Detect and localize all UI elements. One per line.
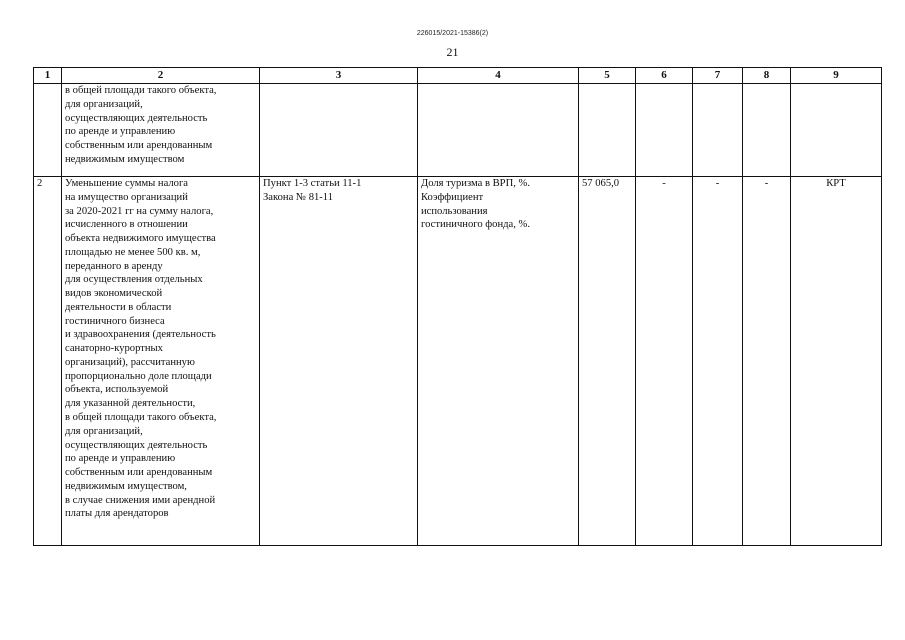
cell-col9: КРТ <box>791 177 882 546</box>
document-registration-id: 226015/2021-15386(2) <box>416 30 489 37</box>
header-col-7: 7 <box>693 68 743 84</box>
cell-empty <box>693 84 743 177</box>
cell-empty <box>579 84 636 177</box>
cell-empty <box>743 84 791 177</box>
header-col-5: 5 <box>579 68 636 84</box>
benefits-table <box>33 67 882 546</box>
cell-col6: - <box>636 177 693 546</box>
cell-description-continued: в общей площади такого объекта, для организаций, осуществляющих деятельность по аренде и управлению собственным или арендованным недвижимым имуществом <box>62 84 260 177</box>
header-col-1: 1 <box>34 68 62 84</box>
cell-empty <box>791 84 882 177</box>
table-header-row <box>34 68 882 84</box>
header-col-9: 9 <box>791 68 882 84</box>
cell-col8: - <box>743 177 791 546</box>
cell-col7: - <box>693 177 743 546</box>
header-col-8: 8 <box>743 68 791 84</box>
cell-empty <box>34 84 62 177</box>
cell-row-number: 2 <box>34 177 62 546</box>
cell-empty <box>260 84 418 177</box>
cell-indicators: Доля туризма в ВРП, %. Коэффициент использования гостиничного фонда, %. <box>418 177 579 546</box>
cell-empty <box>418 84 579 177</box>
header-col-3: 3 <box>260 68 418 84</box>
header-col-4: 4 <box>418 68 579 84</box>
cell-empty <box>636 84 693 177</box>
header-col-2: 2 <box>62 68 260 84</box>
cell-description: Уменьшение суммы налога на имущество организаций за 2020-2021 гг на сумму налога, исчисленного в отношении объекта недвижимого имущества площадью не менее 500 кв. м, переданного в аренду для осуществления отдельных видов экономической деятельности в области гостиничного бизнеса и здравоохранения (деятельность санаторно-курортных организаций), рассчитанную пропорционально доле площади объекта, используемой для указанной деятельности, в общей площади такого объекта, для организаций, осуществляющих деятельность по аренде и управлению собственным или арендованным недвижимым имуществом, в случае снижения ими арендной платы для арендаторов <box>62 177 260 546</box>
header-col-6: 6 <box>636 68 693 84</box>
table-row <box>34 177 882 546</box>
cell-amount: 57 065,0 <box>579 177 636 546</box>
page-number: 21 <box>446 45 459 59</box>
cell-legal-basis: Пункт 1-3 статьи 11-1 Закона № 81-11 <box>260 177 418 546</box>
table-row-continued <box>34 84 882 177</box>
